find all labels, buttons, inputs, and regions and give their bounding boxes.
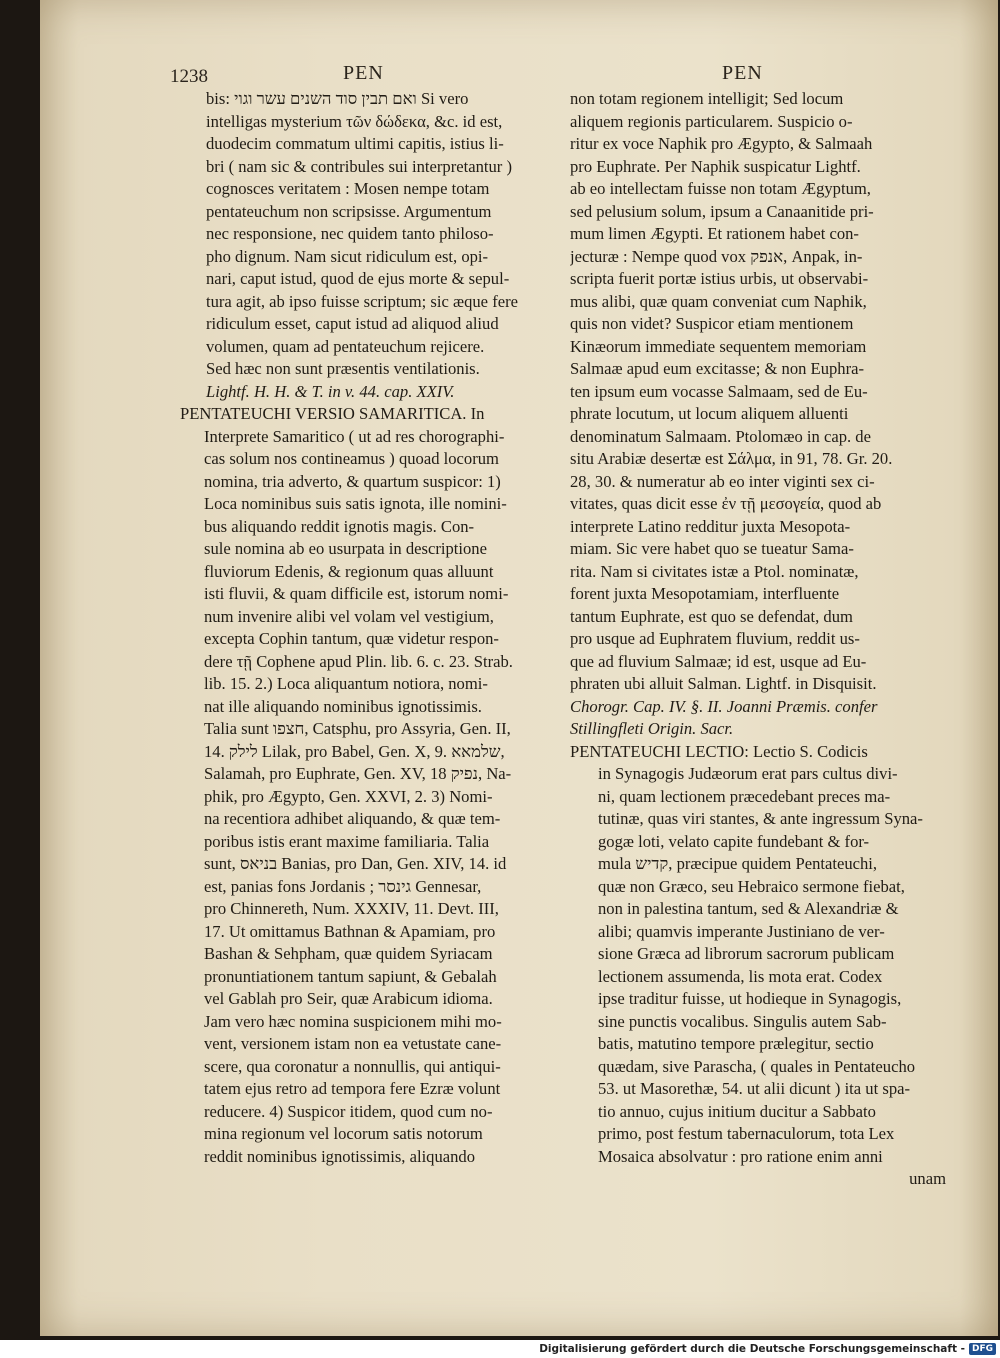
text-line: tatem ejus retro ad tempora fere Ezræ volunt — [204, 1079, 501, 1098]
text-line: reddit nominibus ignotissimis, aliquando — [204, 1146, 476, 1166]
text-line: isti fluvii, & quam difficile est, istorum nomi- — [204, 584, 509, 603]
text-line: Chorogr. Cap. IV. §. II. Joanni Præmis. confer — [570, 696, 878, 716]
text-line: vel Gablah pro Seir, quæ Arabicum idioma. — [204, 989, 493, 1008]
text-line: forent juxta Mesopotamiam, interfluente — [570, 584, 840, 603]
text-line: tura agit, ab ipso fuisse scriptum; sic æque fere — [206, 291, 518, 311]
text-line: non in palestina tantum, sed & Alexandriæ & — [598, 899, 899, 918]
text-line: gogæ loti, velato capite fundebant & for- — [598, 831, 870, 851]
text-line: poribus istis erant maxime familiaria. Talia — [204, 831, 490, 851]
text-line: pro Euphrate. Per Naphik suspicatur Lightf. — [570, 156, 861, 176]
text-line: Sed hæc non sunt præsentis ventilationis. — [206, 359, 480, 378]
running-head-left: PEN — [343, 62, 384, 84]
text-line: Kinæorum immediate sequentem memoriam — [570, 336, 867, 356]
text-line: interprete Latino redditur juxta Mesopota- — [570, 516, 851, 536]
text-line: quædam, sive Parascha, ( quales in Pentateucho — [598, 1056, 916, 1076]
text-line: lectionem assumenda, lis mota erat. Codex — [598, 966, 883, 986]
text-line: ten ipsum eum vocasse Salmaam, sed de Eu- — [570, 381, 868, 401]
text-line: pentateuchum non scripsisse. Argumentum — [206, 201, 492, 221]
text-line: pro Chinnereth, Num. XXXIV, 11. Devt. III, — [204, 899, 499, 918]
text-line: Salmaæ apud eum excitasse; & non Euphra- — [570, 359, 865, 378]
text-line: nari, caput istud, quod de ejus morte & sepul- — [206, 269, 510, 288]
text-line: Interprete Samaritico ( ut ad res chorographi- — [204, 426, 505, 446]
text-line: miam. Sic vere habet quo se tueatur Sama- — [570, 539, 854, 558]
text-line: non totam regionem intelligit; Sed locum — [570, 89, 844, 108]
text-line: Stillingfleti Origin. Sacr. — [570, 719, 734, 738]
text-line: tio annuo, cujus initium ducitur a Sabbato — [598, 1101, 876, 1121]
text-line: aliquem regionis particularem. Suspicio o- — [570, 111, 853, 131]
text-line: Talia sunt חצפו, Catsphu, pro Assyria, Gen. II, — [204, 719, 511, 738]
text-line: bri ( nam sic & contribules sui interpretantur ) — [206, 156, 512, 176]
text-line: nomina, tria adverto, & quartum suspicor: 1) — [204, 471, 501, 491]
text-line: cognosces veritatem : Mosen nempe totam — [206, 179, 490, 198]
text-line: nec responsione, nec quidem tanto philoso- — [206, 224, 494, 243]
text-line: dere τῇ Cophene apud Plin. lib. 6. c. 23. Strab. — [204, 651, 513, 671]
text-line: mus alibi, quæ quam conveniat cum Naphik, — [570, 291, 867, 311]
text-line: 17. Ut omittamus Bathnan & Apamiam, pro — [204, 921, 496, 941]
text-line: denominatum Salmaam. Ptolomæo in cap. de — [570, 426, 871, 446]
text-line: pronuntiationem tantum sapiunt, & Gebalah — [204, 966, 497, 986]
text-line: ridiculum esset, caput istud ad aliquod aliud — [206, 314, 499, 333]
text-line: pho dignum. Nam sicut ridiculum est, opi- — [206, 246, 489, 266]
text-line: mina regionum vel locorum satis notorum — [204, 1124, 483, 1143]
text-line: rita. Nam si civitates istæ a Ptol. nominatæ, — [570, 561, 859, 581]
right-text-column — [570, 88, 956, 1191]
text-line: phik, pro Ægypto, Gen. XXVI, 2. 3) Nomi- — [204, 786, 493, 806]
text-line: primo, post festum tabernaculorum, tota Lex — [598, 1124, 895, 1143]
text-line: reducere. 4) Suspicor itidem, quod cum no- — [204, 1101, 493, 1121]
text-line: quæ non Græco, seu Hebraico sermone fiebat, — [598, 876, 905, 896]
text-line: vitates, quas dicit esse ἐν τῇ μεσογεία, quod ab — [570, 494, 882, 513]
text-line: sione Græca ad librorum sacrorum publicam — [598, 944, 895, 963]
text-line: Bashan & Sehpham, quæ quidem Syriacam — [204, 944, 493, 963]
text-line: bus aliquando reddit ignotis magis. Con- — [204, 516, 475, 536]
page-number: 1238 — [170, 66, 208, 87]
text-line: Mosaica absolvatur : pro ratione enim anni — [598, 1146, 883, 1166]
text-line: bis: ואם תבין סוד השנים עשר וגוי Si vero — [206, 89, 469, 108]
text-line: fluviorum Edenis, & regionum quas alluunt — [204, 561, 494, 581]
text-line: mum limen Ægypti. Et rationem habet con- — [570, 224, 859, 243]
text-line: in Synagogis Judæorum erat pars cultus divi- — [598, 764, 898, 783]
left-text-column — [180, 88, 560, 1168]
text-line: Lightf. H. H. & T. in v. 44. cap. XXIV. — [206, 381, 455, 401]
text-line: Jam vero hæc nomina suspicionem mihi mo- — [204, 1011, 502, 1031]
text-line: intelligas mysterium τῶν δώδεκα, &c. id est, — [206, 111, 503, 131]
text-line: alibi; quamvis imperante Justiniano de ver- — [598, 921, 885, 941]
text-line: sine punctis vocalibus. Singulis autem Sab- — [598, 1011, 887, 1031]
text-line: PENTATEUCHI LECTIO: Lectio S. Codicis — [570, 741, 868, 761]
text-line: cas solum nos contineamus ) quoad locorum — [204, 449, 499, 468]
text-line: scere, qua coronatur a nonnullis, qui antiqui- — [204, 1056, 501, 1076]
text-line: phraten ubi alluit Salman. Lightf. in Disquisit. — [570, 674, 877, 693]
running-head-right: PEN — [722, 62, 763, 84]
text-line: situ Arabiæ desertæ est Σάλμα, in 91, 78. Gr. 20. — [570, 449, 893, 468]
text-line: ni, quam lectionem præcedebant preces ma- — [598, 786, 891, 806]
text-line: est, panias fons Jordanis ; גינסר Gennesar, — [204, 876, 482, 896]
text-line: sunt, בניאס Banias, pro Dan, Gen. XIV, 14. id — [204, 854, 507, 873]
text-line: duodecim commatum ultimi capitis, istius li- — [206, 134, 504, 153]
text-line: nat ille aliquando nominibus ignotissimis. — [204, 696, 482, 716]
text-line: 28, 30. & numeratur ab eo inter viginti sex ci- — [570, 471, 875, 491]
footer-credit-text: Digitalisierung gefördert durch die Deutsche Forschungsgemeinschaft - — [539, 1343, 965, 1355]
dfg-logo: DFG — [969, 1343, 996, 1355]
text-line: sule nomina ab eo usurpata in descriptione — [204, 539, 487, 558]
text-line: ab eo intellectam fuisse non totam Ægyptum, — [570, 179, 871, 198]
text-line: pro usque ad Euphratem fluvium, reddit us- — [570, 629, 860, 648]
text-line: PENTATEUCHI VERSIO SAMARITICA. In — [180, 404, 485, 423]
text-line: tantum Euphrate, est quo se defendat, dum — [570, 606, 853, 626]
text-line: ritur ex voce Naphik pro Ægypto, & Salmaah — [570, 134, 873, 153]
text-line: 14. לילק Lilak, pro Babel, Gen. X, 9. שלמאא, — [204, 741, 505, 761]
text-line: na recentiora adhibet aliquando, & quæ tem- — [204, 809, 501, 828]
text-line: lib. 15. 2.) Loca aliquantum notiora, nomi- — [204, 674, 488, 693]
text-line: excepta Cophin tantum, quæ videtur respon- — [204, 629, 499, 648]
text-line: vent, versionem istam non ea vetustate cane- — [204, 1034, 502, 1053]
digitization-footer — [539, 1340, 996, 1358]
text-line: jecturæ : Nempe quod vox אנפק, Anpak, in- — [570, 246, 863, 266]
text-line: Loca nominibus suis satis ignota, ille nomini- — [204, 494, 507, 513]
text-line: sed pelusium solum, ipsum a Canaanitide pri- — [570, 201, 874, 221]
text-line: quis non videt? Suspicor etiam mentionem — [570, 314, 854, 333]
text-line: Salamah, pro Euphrate, Gen. XV, 18 נפיק, Na- — [204, 764, 512, 783]
text-line: unam — [909, 1169, 946, 1188]
text-line: num invenire alibi vel volam vel vestigium, — [204, 606, 494, 626]
text-line: 53. ut Masorethæ, 54. ut alii dicunt ) ita ut spa- — [598, 1079, 911, 1098]
text-line: batis, matutino tempore prælegitur, sectio — [598, 1034, 874, 1053]
text-line: scripta fuerit portæ istius urbis, ut observabi- — [570, 269, 869, 288]
text-line: phrate locutum, ut locum aliquem alluenti — [570, 404, 849, 423]
text-line: tutinæ, quas viri stantes, & ante ingressum Syna- — [598, 809, 923, 828]
text-line: que ad fluvium Salmaæ; id est, usque ad Eu- — [570, 651, 867, 671]
text-line: volumen, quam ad pentateuchum rejicere. — [206, 336, 485, 356]
text-line: ipse traditur fuisse, ut hodieque in Synagogis, — [598, 989, 902, 1008]
text-line: mula קדיש, præcipue quidem Pentateuchi, — [598, 854, 878, 873]
